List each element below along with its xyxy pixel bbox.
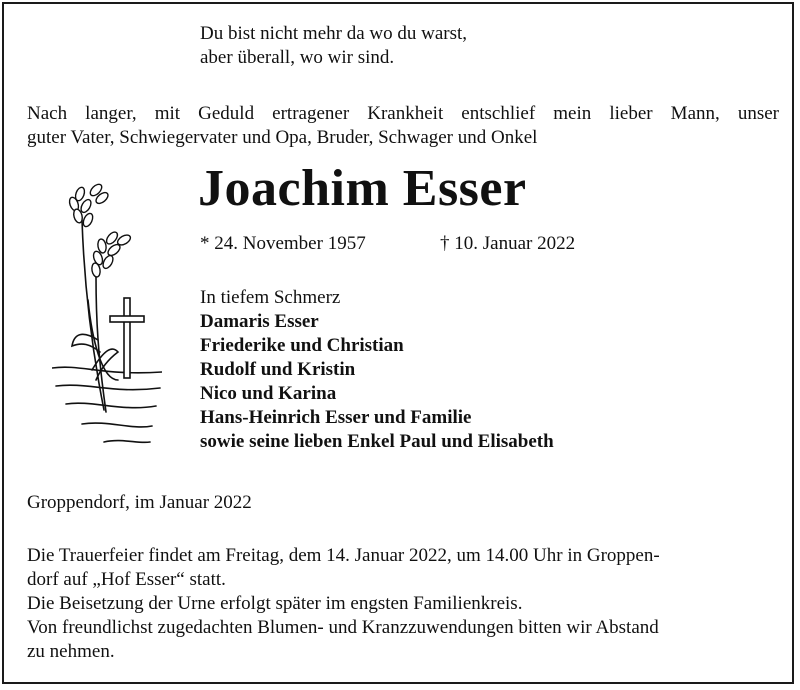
intro-line: Nach langer, mit Geduld ertragener Krankheit entschlief mein lieber Mann, unser (27, 103, 779, 124)
obituary-notice (2, 2, 794, 684)
service-line: Von freundlichst zugedachten Blumen- und Kranzzuwendungen bitten wir Abstand (27, 617, 659, 638)
mourner-name: Rudolf und Kristin (200, 359, 356, 380)
service-details (27, 544, 779, 664)
mourner-name: Hans-Heinrich Esser und Familie (200, 407, 472, 428)
intro-line: guter Vater, Schwiegervater und Opa, Bruder, Schwager und Onkel (27, 127, 538, 148)
quote-line: aber überall, wo wir sind. (200, 47, 395, 68)
service-line: Die Trauerfeier findet am Freitag, dem 14. Januar 2022, um 14.00 Uhr in Groppen- (27, 545, 660, 566)
mourners-intro: In tiefem Schmerz (200, 287, 341, 308)
service-line: Die Beisetzung der Urne erfolgt später im engsten Familienkreis. (27, 593, 523, 614)
mourner-name: Damaris Esser (200, 311, 319, 332)
mourners-list (200, 286, 554, 454)
place-and-date: Groppendorf, im Januar 2022 (27, 492, 252, 513)
intro-text (27, 102, 779, 150)
mourner-name: sowie seine lieben Enkel Paul und Elisabeth (200, 431, 554, 452)
wheat-and-cross-icon (52, 180, 162, 450)
birth-date: * 24. November 1957 (200, 233, 366, 254)
quote-line: Du bist nicht mehr da wo du warst, (200, 23, 468, 44)
service-line: dorf auf „Hof Esser“ statt. (27, 569, 226, 590)
mourner-name: Nico und Karina (200, 383, 337, 404)
deceased-name: Joachim Esser (198, 160, 527, 217)
mourner-name: Friederike und Christian (200, 335, 404, 356)
memorial-quote (200, 22, 467, 70)
service-line: zu nehmen. (27, 641, 115, 662)
death-date: † 10. Januar 2022 (440, 233, 576, 254)
